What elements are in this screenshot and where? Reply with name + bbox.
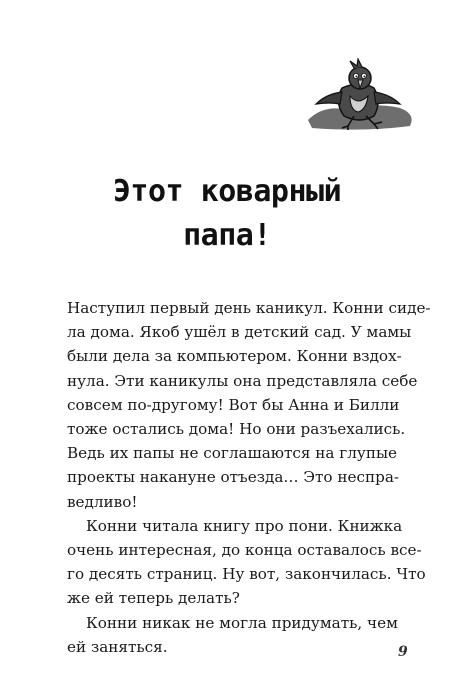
text-line: Конни читала книгу про пони. Книжка: [86, 516, 403, 535]
chapter-title-line: папа!: [183, 218, 271, 253]
text-line: Ведь их папы не соглашаются на глупые: [67, 444, 398, 463]
text-line: проекты накануне отъезда… Это неспра-: [67, 468, 400, 487]
text-line: нула. Эти каникулы она представляла себе: [67, 371, 418, 390]
text-line: Конни никак не могла придумать, чем: [86, 613, 398, 632]
text-line: тоже остались дома! Но они разъехались.: [67, 420, 406, 439]
page-number: 9: [398, 644, 408, 660]
text-line: го десять страниц. Ну вот, закончилась. Что: [67, 565, 426, 584]
paragraph-3: [67, 611, 398, 659]
chapter-body: [67, 296, 431, 659]
text-line: ей заняться.: [67, 637, 168, 656]
text-line: же ей теперь делать?: [67, 589, 240, 608]
text-line: совсем по-другому! Вот бы Анна и Билли: [67, 395, 400, 414]
paragraph-1: [67, 296, 431, 514]
crow-icon: [304, 58, 416, 134]
text-line: ла дома. Якоб ушёл в детский сад. У мамы: [67, 323, 412, 342]
text-line: очень интересная, до конца оставалось все-: [67, 541, 422, 560]
chapter-title-line: Этот коварный: [112, 174, 342, 209]
text-line: ведливо!: [67, 492, 138, 511]
paragraph-2: [67, 514, 426, 611]
text-line: были дела за компьютером. Конни вздох-: [67, 347, 402, 366]
chapter-title: [40, 170, 414, 258]
text-line: Наступил первый день каникул. Конни сиде-: [67, 299, 431, 317]
